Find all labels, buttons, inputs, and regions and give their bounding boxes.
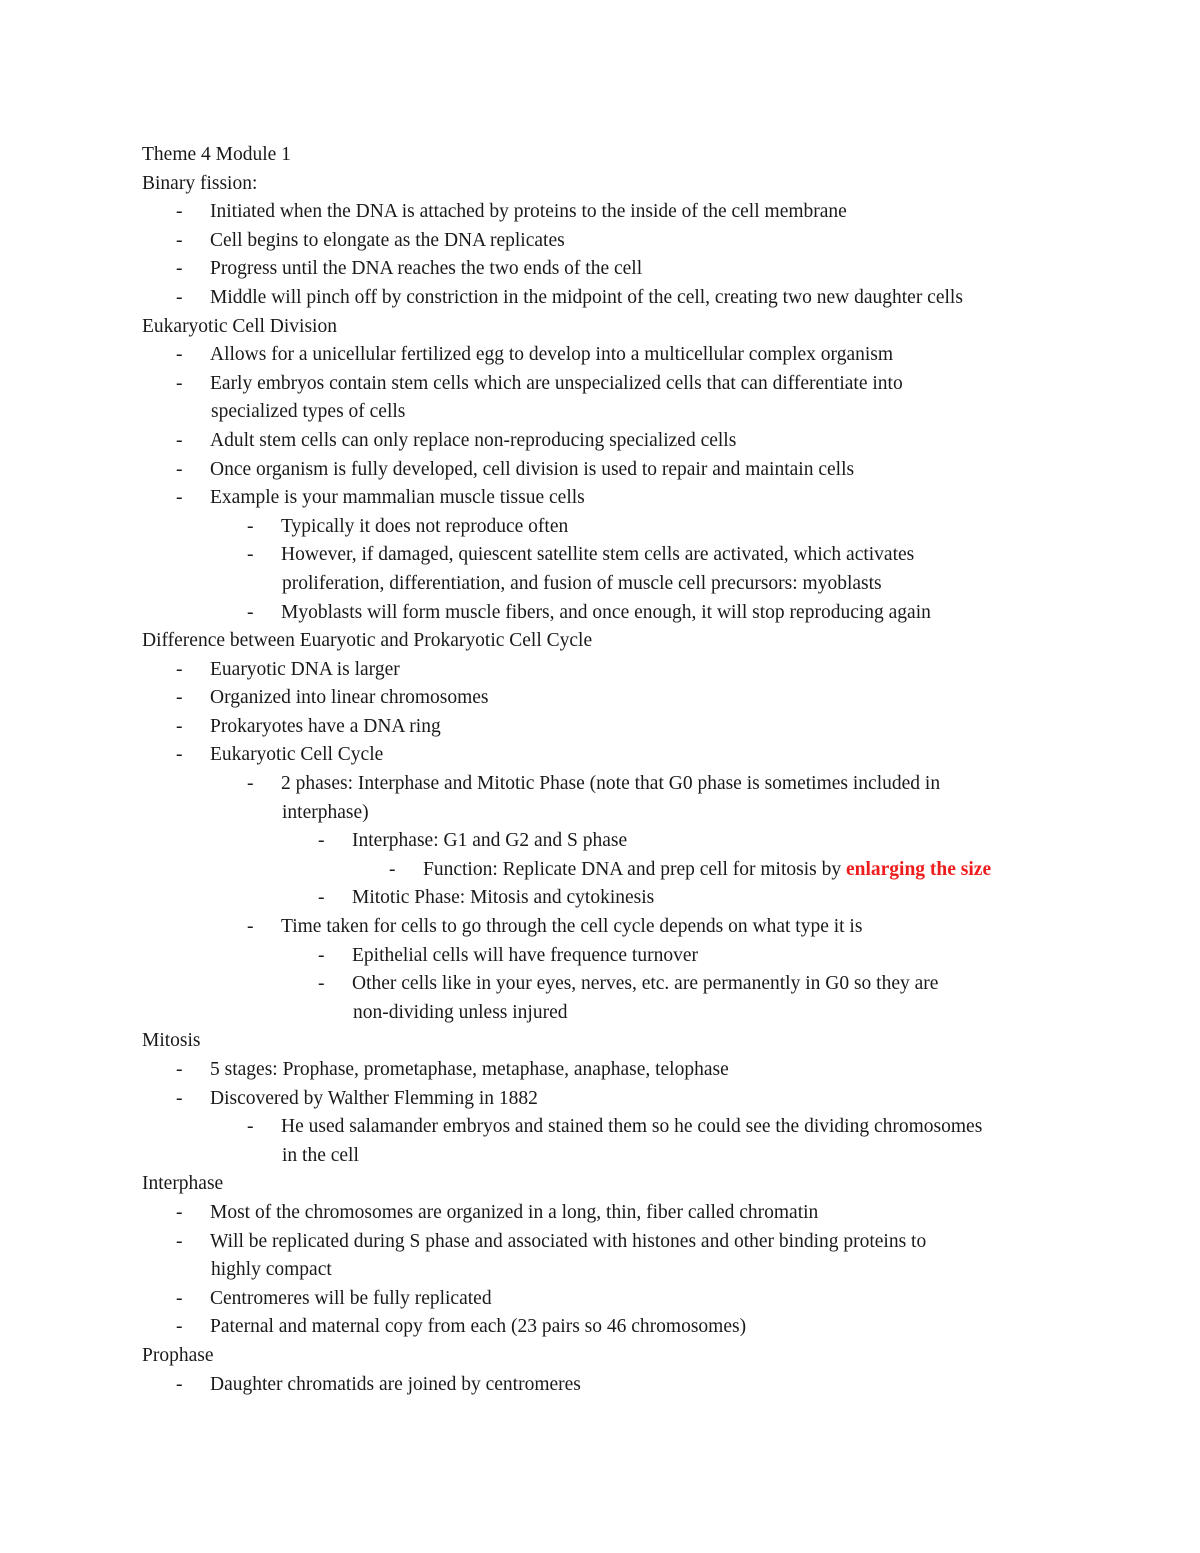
list-item: - Discovered by Walther Flemming in 1882	[142, 1085, 1082, 1114]
bullet-dash: -	[176, 1373, 183, 1395]
highlighted-text: enlarging the size	[845, 858, 992, 880]
list-item: - Cell begins to elongate as the DNA replicates	[142, 227, 1082, 256]
bullet-dash: -	[176, 1059, 183, 1080]
list-item-continuation: highly compact	[211, 1259, 332, 1281]
list-item: - Initiated when the DNA is attached by proteins to the inside of the cell membrane	[142, 198, 1082, 227]
bullet-dash: -	[176, 1087, 183, 1109]
list-item: - Will be replicated during S phase and associated with histones and other binding proteins to	[142, 1228, 1082, 1257]
list-item: - Daughter chromatids are joined by centromeres	[142, 1371, 1082, 1400]
bullet-dash: -	[176, 344, 183, 366]
document-title: Theme 4 Module 1	[142, 144, 291, 165]
sub-list-item-continuation: interphase)	[282, 801, 369, 823]
list-item: - Progress until the DNA reaches the two ends of the cell	[142, 255, 1082, 284]
bullet-dash: -	[318, 973, 325, 995]
list-item: - 5 stages: Prophase, prometaphase, metaphase, anaphase, telophase	[142, 1056, 1082, 1085]
sub-list-item: - Myoblasts will form muscle fibers, and once enough, it will stop reproducing again	[142, 599, 1082, 628]
list-item: - Middle will pinch off by constriction in the midpoint of the cell, creating two new daughter cells	[142, 284, 1082, 313]
bullet-dash: -	[176, 372, 183, 394]
bullet-dash: -	[318, 830, 325, 852]
bullet-dash: -	[176, 1316, 183, 1338]
bullet-dash: -	[176, 1287, 183, 1309]
sub-list-item: - However, if damaged, quiescent satellite stem cells are activated, which activates	[142, 541, 1082, 570]
bullet-dash: -	[176, 658, 183, 680]
list-item: - Allows for a unicellular fertilized egg to develop into a multicellular complex organism	[142, 341, 1082, 370]
bullet-dash: -	[176, 258, 183, 280]
bullet-dash: -	[247, 916, 254, 938]
section-heading: Mitosis	[142, 1030, 201, 1052]
list-item-continuation: specialized types of cells	[211, 401, 406, 423]
list-item: - Example is your mammalian muscle tissue cells	[142, 484, 1082, 513]
list-item: - Organized into linear chromosomes	[142, 684, 1082, 713]
bullet-dash: -	[176, 1201, 183, 1223]
sub-list-item: - He used salamander embryos and stained them so he could see the dividing chromosomes	[142, 1113, 1082, 1142]
bullet-dash: -	[176, 715, 183, 737]
bullet-dash: -	[176, 744, 183, 766]
list-item: - Paternal and maternal copy from each (23 pairs so 46 chromosomes)	[142, 1313, 1082, 1342]
bullet-dash: -	[318, 887, 325, 909]
sub-list-item-continuation: proliferation, differentiation, and fusion of muscle cell precursors: myoblasts	[282, 572, 882, 594]
list-item: - Prokaryotes have a DNA ring	[142, 713, 1082, 742]
bullet-dash: -	[176, 286, 183, 308]
list-item: - Centromeres will be fully replicated	[142, 1285, 1082, 1314]
sub-sub-sub-list-item	[142, 856, 1082, 885]
bullet-dash: -	[176, 687, 183, 709]
sub-sub-list-item: - Interphase: G1 and G2 and S phase	[142, 827, 1082, 856]
bullet-dash: -	[389, 858, 396, 880]
bullet-dash: -	[247, 773, 254, 795]
sub-list-item: - Typically it does not reproduce often	[142, 513, 1082, 542]
function-text: Function: Replicate DNA and prep cell for mitosis by	[423, 858, 846, 880]
list-item: - Once organism is fully developed, cell division is used to repair and maintain cells	[142, 456, 1082, 485]
bullet-dash: -	[247, 515, 254, 537]
sub-list-item-continuation: in the cell	[282, 1144, 359, 1166]
list-item: - Early embryos contain stem cells which are unspecialized cells that can differentiate into	[142, 370, 1082, 399]
bullet-dash: -	[176, 1230, 183, 1252]
document-body	[142, 141, 1082, 1399]
list-item: - Most of the chromosomes are organized in a long, thin, fiber called chromatin	[142, 1199, 1082, 1228]
list-item: - Eukaryotic Cell Cycle	[142, 741, 1082, 770]
section-heading: Interphase	[142, 1173, 224, 1195]
list-item: - Euaryotic DNA is larger	[142, 656, 1082, 685]
section-heading: Eukaryotic Cell Division	[142, 315, 337, 337]
bullet-dash: -	[247, 601, 254, 623]
bullet-dash: -	[176, 487, 183, 509]
section-heading: Difference between Euaryotic and Prokaryotic Cell Cycle	[142, 630, 593, 652]
bullet-dash: -	[176, 458, 183, 480]
bullet-dash: -	[176, 229, 183, 251]
bullet-dash: -	[176, 429, 183, 451]
sub-list-item: - 2 phases: Interphase and Mitotic Phase (note that G0 phase is sometimes included in	[142, 770, 1082, 799]
list-item: - Adult stem cells can only replace non-reproducing specialized cells	[142, 427, 1082, 456]
sub-sub-list-item: - Other cells like in your eyes, nerves, etc. are permanently in G0 so they are	[142, 970, 1082, 999]
bullet-dash: -	[247, 1116, 254, 1138]
section-heading: Binary fission:	[142, 172, 258, 194]
bullet-dash: -	[176, 201, 183, 223]
sub-list-item: - Time taken for cells to go through the cell cycle depends on what type it is	[142, 913, 1082, 942]
sub-sub-list-item: - Mitotic Phase: Mitosis and cytokinesis	[142, 884, 1082, 913]
section-heading: Prophase	[142, 1344, 214, 1366]
sub-sub-list-item: - Epithelial cells will have frequence turnover	[142, 942, 1082, 971]
sub-sub-list-item-continuation: non-dividing unless injured	[353, 1001, 568, 1023]
bullet-dash: -	[318, 944, 325, 966]
bullet-dash: -	[247, 544, 254, 566]
